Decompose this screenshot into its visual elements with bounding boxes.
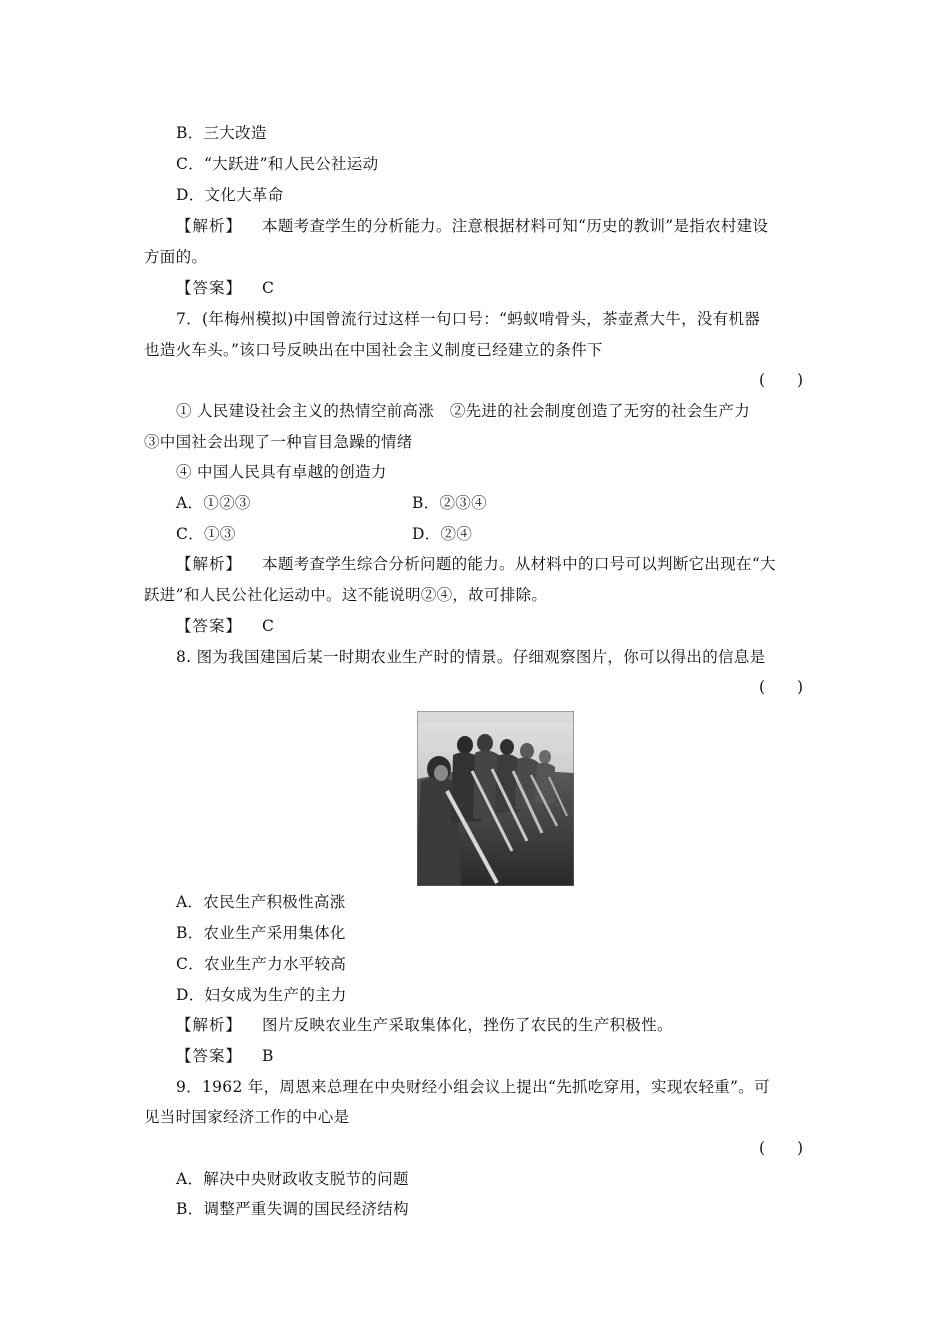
q7-stem: 7．(年梅州模拟)中国曾流行过这样一句口号：“蚂蚁啃骨头，茶壶煮大牛，没有机器 bbox=[176, 310, 761, 328]
q8-answer-paren: ( ) bbox=[759, 678, 804, 696]
answer-value: B bbox=[262, 1047, 274, 1065]
answer-value: C bbox=[262, 617, 275, 635]
q6-answer bbox=[176, 278, 274, 298]
q9-answer-paren: ( ) bbox=[759, 1139, 804, 1157]
q9-stem-cont: 见当时国家经济工作的中心是 bbox=[144, 1108, 350, 1126]
q7-analysis-cont: 跃进”和人民公社化运动中。这不能说明②④，故可排除。 bbox=[144, 586, 548, 604]
q6-option-d: D．文化大革命 bbox=[176, 186, 284, 204]
q9-option-a: A．解决中央财政收支脱节的问题 bbox=[176, 1170, 409, 1188]
answer-tag: 【答案】 bbox=[176, 279, 243, 297]
analysis-text: 图片反映农业生产采取集体化，挫伤了农民的生产积极性。 bbox=[262, 1016, 673, 1034]
q7-items-1: ① 人民建设社会主义的热情空前高涨 ②先进的社会制度创造了无穷的社会生产力 bbox=[176, 402, 751, 420]
analysis-tag: 【解析】 bbox=[176, 555, 243, 573]
q7-items-3: ④ 中国人民具有卓越的创造力 bbox=[176, 463, 387, 481]
q8-analysis bbox=[176, 1015, 673, 1035]
q7-option-a: A．①②③ bbox=[176, 494, 251, 512]
answer-tag: 【答案】 bbox=[176, 617, 243, 635]
q9-stem: 9．1962 年，周恩来总理在中央财经小组会议上提出“先抓吃穿用，实现农轻重”。可 bbox=[176, 1078, 770, 1096]
q8-option-d: D．妇女成为生产的主力 bbox=[176, 986, 347, 1004]
q7-option-c: C．①③ bbox=[176, 525, 236, 543]
q8-option-a: A．农民生产积极性高涨 bbox=[176, 893, 346, 911]
analysis-tag: 【解析】 bbox=[176, 1016, 243, 1034]
q8-option-b: B．农业生产采用集体化 bbox=[176, 924, 346, 942]
q7-answer-paren: ( ) bbox=[759, 371, 804, 389]
q8-option-c: C．农业生产力水平较高 bbox=[176, 955, 347, 973]
analysis-text: 本题考查学生的分析能力。注意根据材料可知“历史的教训”是指农村建设 bbox=[262, 217, 769, 235]
analysis-text: 本题考查学生综合分析问题的能力。从材料中的口号可以判断它出现在“大 bbox=[262, 555, 776, 573]
q8-stem: 8. 图为我国建国后某一时期农业生产时的情景。仔细观察图片，你可以得出的信息是 bbox=[176, 648, 766, 666]
q7-option-d: D．②④ bbox=[412, 525, 473, 543]
q6-analysis bbox=[176, 216, 768, 236]
q9-option-b: B．调整严重失调的国民经济结构 bbox=[176, 1200, 409, 1218]
q7-stem-cont: 也造火车头。”该口号反映出在中国社会主义制度已经建立的条件下 bbox=[144, 341, 603, 359]
q7-items-2: ③中国社会出现了一种盲目急躁的情绪 bbox=[144, 433, 413, 451]
q7-option-b: B．②③④ bbox=[412, 494, 487, 512]
q7-analysis bbox=[176, 554, 776, 574]
q7-answer bbox=[176, 616, 274, 636]
q6-analysis-cont: 方面的。 bbox=[144, 248, 208, 266]
q6-option-b: B．三大改造 bbox=[176, 124, 267, 142]
answer-tag: 【答案】 bbox=[176, 1047, 243, 1065]
answer-value: C bbox=[262, 279, 275, 297]
q8-answer bbox=[176, 1046, 274, 1066]
q6-option-c: C．“大跃进”和人民公社运动 bbox=[176, 155, 379, 173]
farm-work-photo bbox=[417, 711, 574, 886]
analysis-tag: 【解析】 bbox=[176, 217, 243, 235]
